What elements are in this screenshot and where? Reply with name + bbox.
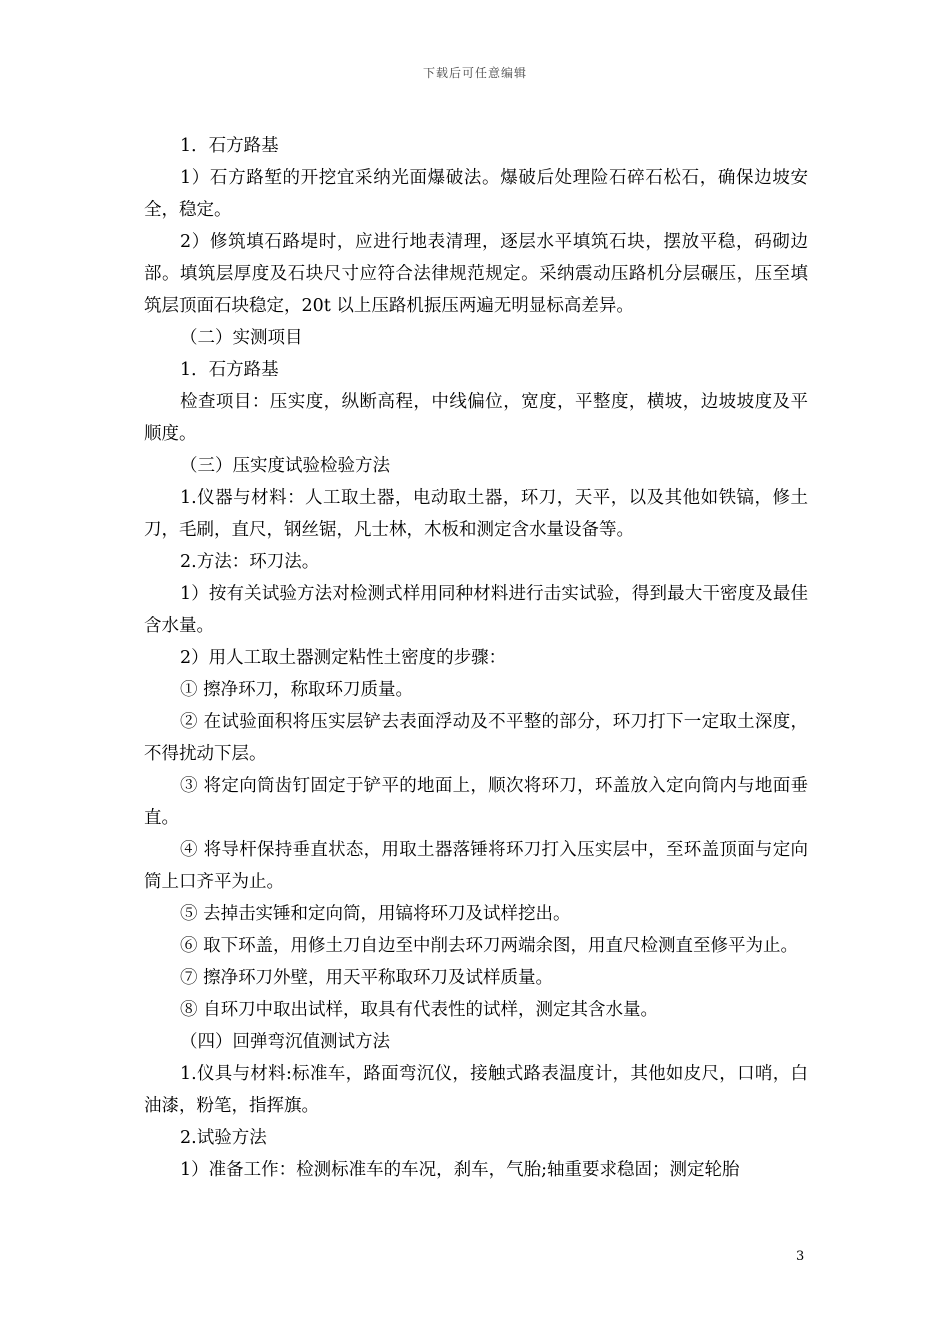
section-heading: （二）实测项目 bbox=[180, 328, 303, 348]
paragraph: 检查项目：压实度，纵断高程，中线偏位，宽度，平整度，横坡，边坡坡度及平顺度。 bbox=[144, 392, 808, 444]
section-heading: 1．石方路基 bbox=[180, 360, 279, 380]
list-item: ⑤ 去掉击实锤和定向筒，用镐将环刀及试样挖出。 bbox=[180, 904, 571, 924]
section-heading: （三）压实度试验检验方法 bbox=[180, 456, 390, 476]
paragraph: 1）石方路堑的开挖宜采纳光面爆破法。爆破后处理险石碎石松石，确保边坡安全，稳定。 bbox=[144, 168, 808, 220]
section-heading: （四）回弹弯沉值测试方法 bbox=[180, 1032, 390, 1052]
section-heading: 1．石方路基 bbox=[180, 136, 279, 156]
paragraph: 2）用人工取土器测定粘性土密度的步骤： bbox=[180, 648, 507, 668]
page-header: 下载后可任意编辑 bbox=[422, 66, 527, 80]
paragraph: 1.仪器与材料：人工取土器，电动取土器，环刀，天平，以及其他如铁镐，修土刀，毛刷，直尺，钢丝锯，凡士林，木板和测定含水量设备等。 bbox=[144, 488, 808, 540]
page-number: 3 bbox=[796, 1249, 805, 1264]
list-item: ① 擦净环刀，称取环刀质量。 bbox=[180, 680, 414, 700]
list-item: ⑧ 自环刀中取出试样，取具有代表性的试样，测定其含水量。 bbox=[180, 1000, 659, 1020]
list-item: ⑥ 取下环盖，用修土刀自边至中削去环刀两端余图，用直尺检测直至修平为止。 bbox=[180, 936, 799, 956]
list-item: ④ 将导杆保持垂直状态，用取土器落锤将环刀打入压实层中，至环盖顶面与定向筒上口齐平为止。 bbox=[144, 840, 808, 892]
list-item: ② 在试验面积将压实层铲去表面浮动及不平整的部分，环刀打下一定取土深度，不得扰动下层。 bbox=[144, 712, 808, 764]
list-item: ⑦ 擦净环刀外壁，用天平称取环刀及试样质量。 bbox=[180, 968, 554, 988]
list-item: ③ 将定向筒齿钉固定于铲平的地面上，顺次将环刀，环盖放入定向筒内与地面垂直。 bbox=[144, 776, 808, 828]
document-body bbox=[144, 130, 808, 1186]
paragraph: 1）按有关试验方法对检测式样用同种材料进行击实试验，得到最大干密度及最佳含水量。 bbox=[144, 584, 808, 636]
paragraph: 2）修筑填石路堤时，应进行地表清理，逐层水平填筑石块，摆放平稳，码砌边部。填筑层厚度及石块尺寸应符合法律规范规定。采纳震动压路机分层碾压，压至填筑层顶面石块稳定，20t 以上压路机振压两遍无明显标高差异。 bbox=[144, 232, 808, 316]
paragraph: 2.试验方法 bbox=[180, 1128, 267, 1148]
paragraph: 1）准备工作：检测标准车的车况，刹车，气胎;轴重要求稳固；测定轮胎 bbox=[180, 1160, 740, 1180]
paragraph: 2.方法：环刀法。 bbox=[180, 552, 320, 572]
paragraph: 1.仪具与材料:标准车，路面弯沉仪，接触式路表温度计，其他如皮尺，口哨，白油漆，粉笔，指挥旗。 bbox=[144, 1064, 808, 1116]
